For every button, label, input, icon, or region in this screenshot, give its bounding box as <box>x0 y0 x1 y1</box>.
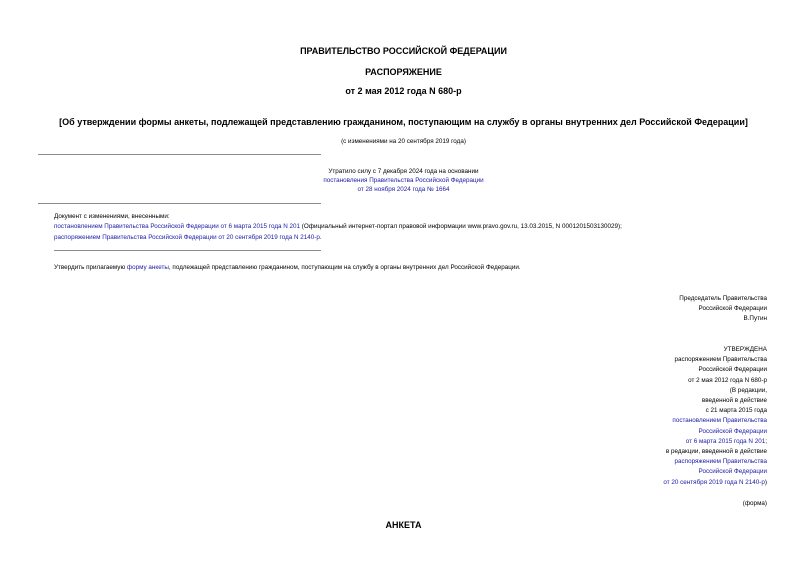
document-title: [Об утверждении формы анкеты, подлежащей представлению гражданином, поступающим на службу в органы внутренних дел Российской Федерации] <box>59 117 748 127</box>
approval-decree-link[interactable]: Российской Федерации <box>698 427 767 435</box>
change-order-2140-link[interactable]: распоряжением Правительства Российской Федерации от 20 сентября 2019 года N 2140-р <box>54 234 320 241</box>
repeal-decree-link[interactable]: постановления Правительства Российской Федерации <box>323 177 484 184</box>
anketa-title: АНКЕТА <box>385 520 422 530</box>
approval-line: в редакции, введенной в действие <box>665 448 767 456</box>
approval-order-link[interactable]: Российской Федерации <box>698 468 767 476</box>
body-text-after: , подлежащей представлению гражданином, поступающим на службу в органы внутренних дел Российской Федерации. <box>168 264 521 271</box>
approval-line: УТВЕРЖДЕНА <box>723 346 767 353</box>
approval-paragraph <box>54 264 521 271</box>
approval-line: (В редакции, <box>729 386 767 394</box>
body-text-before: Утвердить прилагаемую <box>54 264 127 271</box>
approval-block <box>663 345 767 488</box>
signatory-country: Российской Федерации <box>698 305 767 312</box>
approval-order-link[interactable]: от 20 сентября 2019 года N 2140-р <box>663 478 765 486</box>
punctuation: ; <box>765 437 767 445</box>
revision-note: (с изменениями на 20 сентября 2019 года) <box>341 138 466 145</box>
approval-order-link[interactable]: распоряжением Правительства <box>674 458 767 466</box>
document-type: РАСПОРЯЖЕНИЕ <box>365 67 442 77</box>
divider <box>38 203 321 204</box>
approval-line: введенной в действие <box>701 397 767 405</box>
change-item-1 <box>54 223 622 230</box>
government-heading: ПРАВИТЕЛЬСТВО РОССИЙСКОЙ ФЕДЕРАЦИИ <box>300 46 507 56</box>
form-label: (форма) <box>742 500 767 507</box>
document-date-number: от 2 мая 2012 года N 680-р <box>345 86 462 96</box>
signatory-name: В.Путин <box>743 315 767 322</box>
change-item-2 <box>54 234 322 241</box>
repealed-note: Утратило силу с 7 декабря 2024 года на основании <box>328 168 479 175</box>
approval-line: от 2 мая 2012 года N 680-р <box>688 376 767 384</box>
change-item-1-tail: (Официальный интернет-портал правовой информации www.pravo.gov.ru, 13.03.2015, N 0001201503130029); <box>300 223 622 230</box>
divider <box>54 250 321 251</box>
approval-decree-link[interactable]: от 6 марта 2015 года N 201 <box>685 437 766 445</box>
change-decree-201-link[interactable]: постановлением Правительства Российской Федерации от 6 марта 2015 года N 201 <box>54 223 301 230</box>
approval-line: распоряжением Правительства <box>674 356 767 364</box>
divider <box>38 154 321 155</box>
changes-intro: Документ с изменениями, внесенными: <box>54 213 170 220</box>
approval-decree-link[interactable]: постановлением Правительства <box>672 417 767 425</box>
approval-line: Российской Федерации <box>698 366 767 374</box>
signatory-position: Председатель Правительства <box>679 295 767 302</box>
form-link[interactable]: форму анкеты <box>126 264 169 271</box>
approval-line <box>663 437 767 447</box>
punctuation: ) <box>764 478 767 486</box>
approval-line: с 21 марта 2015 года <box>705 407 767 415</box>
change-item-2-tail: . <box>319 234 322 241</box>
repeal-decree-date-link[interactable]: от 28 ноября 2024 года № 1664 <box>357 186 450 193</box>
approval-line <box>663 478 767 488</box>
